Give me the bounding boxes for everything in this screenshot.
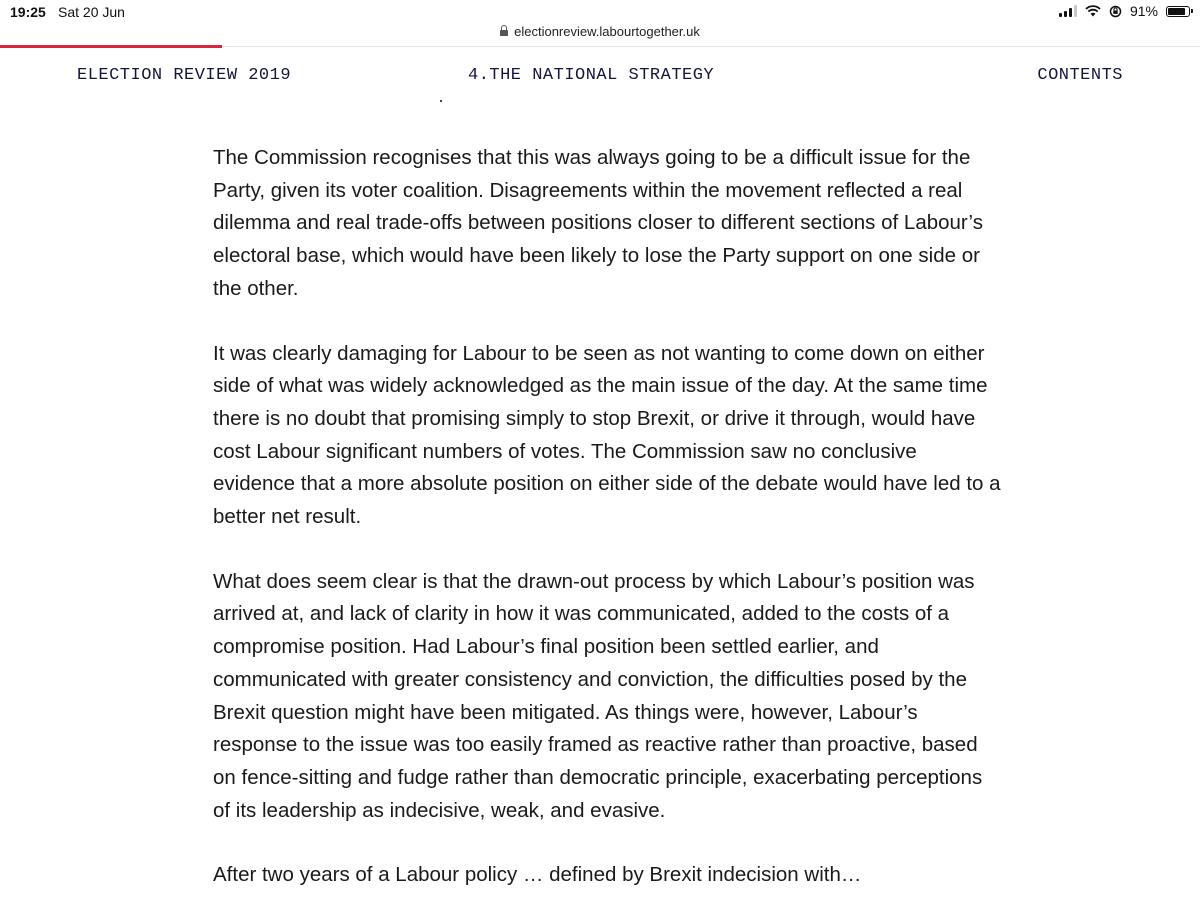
status-date: Sat 20 Jun xyxy=(58,4,125,20)
rotation-lock-icon xyxy=(1109,5,1122,18)
article-paragraph: The Commission recognises that this was always going to be a difficult issue for the Party, given its voter coalition. Disagreements within the movement reflected a real dilemma and real trade-offs between positions closer to different sections of Labour’s electoral base, which would have been likely to lose the Party support on one side or the other. xyxy=(213,146,983,300)
cellular-signal-icon xyxy=(1059,5,1077,17)
contents-link[interactable]: CONTENTS xyxy=(1037,66,1123,85)
status-bar xyxy=(0,0,1200,24)
battery-icon xyxy=(1166,6,1190,17)
battery-percent: 91% xyxy=(1129,3,1158,19)
wifi-icon xyxy=(1085,5,1101,17)
site-title-link[interactable]: ELECTION REVIEW 2019 xyxy=(77,66,292,85)
battery-level xyxy=(1168,8,1185,15)
article-paragraph: It was clearly damaging for Labour to be seen as not wanting to come down on either side of what was widely acknowledged as the main issue of the day. At the same time there is no doubt that promising simply to stop Brexit, or drive it through, would have cost Labour significant numbers of votes. The Commission saw no conclusive evidence that a more absolute position on either side of the debate would have led to a better net result. xyxy=(213,341,1001,529)
status-time: 19:25 xyxy=(10,4,46,20)
article-body xyxy=(213,142,1003,900)
lock-icon xyxy=(500,30,508,36)
status-indicators xyxy=(1059,3,1190,19)
url-text: electionreview.labourtogether.uk xyxy=(514,24,700,39)
section-title: 4.THE NATIONAL STRATEGY xyxy=(468,66,715,85)
address-bar[interactable] xyxy=(0,24,1200,46)
article-paragraph: After two years of a Labour policy … defined by Brexit indecision with… xyxy=(213,863,862,887)
site-header xyxy=(0,48,1200,104)
scroll-remnant xyxy=(440,100,442,102)
article-paragraph: What does seem clear is that the drawn-out process by which Labour’s position was arrived at, and lack of clarity in how it was communicated, added to the costs of a compromise position. Had Labour’s final position been settled earlier, and communicated with greater consistency and conviction, the difficulties posed by the Brexit question might have been mitigated. As things were, however, Labour’s response to the issue was too easily framed as reactive rather than proactive, based on fence-sitting and fudge rather than democratic principle, exacerbating perceptions of its leadership as indecisive, weak, and evasive. xyxy=(213,569,983,822)
